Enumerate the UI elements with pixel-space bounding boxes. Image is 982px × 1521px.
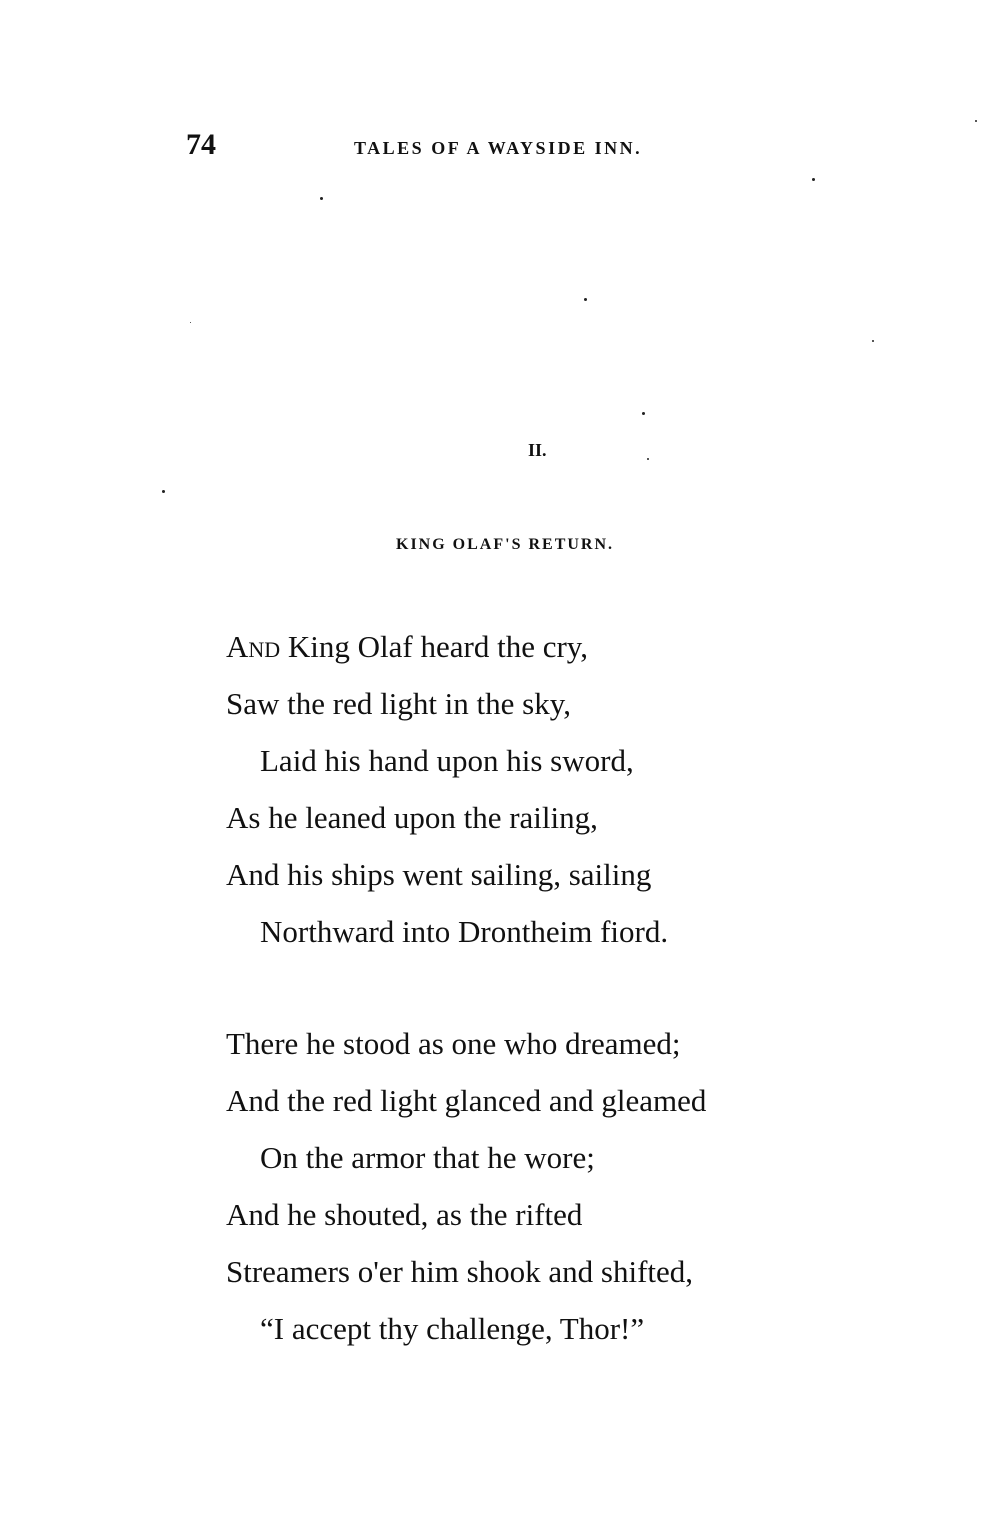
stanza-1	[226, 618, 668, 960]
verse-line: Northward into Drontheim fiord.	[260, 914, 669, 949]
stanza-2	[226, 1015, 706, 1357]
scan-speck	[872, 340, 874, 342]
verse-line: And he shouted, as the rifted	[226, 1197, 583, 1232]
verse-line	[226, 618, 668, 675]
verse-line: And his ships went sailing, sailing	[226, 857, 652, 892]
scan-speck	[647, 458, 649, 460]
verse-line: And the red light glanced and gleamed	[226, 1083, 707, 1118]
scan-speck	[812, 178, 815, 181]
scan-speck	[975, 120, 977, 122]
page-number: 74	[186, 128, 216, 161]
verse-line: “I accept thy challenge, Thor!”	[260, 1311, 645, 1346]
verse-line: Laid his hand upon his sword,	[260, 743, 634, 778]
section-title: KING OLAF'S RETURN.	[396, 536, 615, 553]
verse-line: There he stood as one who dreamed;	[226, 1026, 681, 1061]
section-number: II.	[528, 440, 547, 460]
verse-line-text: King Olaf heard the cry,	[280, 629, 589, 664]
scan-speck	[190, 322, 191, 323]
book-title: TALES OF A WAYSIDE INN.	[354, 138, 643, 158]
verse-line: Streamers o'er him shook and shifted,	[226, 1254, 694, 1289]
verse-line: On the armor that he wore;	[260, 1140, 595, 1175]
verse-line: As he leaned upon the railing,	[226, 800, 598, 835]
running-head	[186, 128, 746, 168]
scan-speck	[584, 298, 587, 301]
verse-lead-word: And	[226, 629, 281, 664]
verse-line: Saw the red light in the sky,	[226, 686, 571, 721]
scan-speck	[320, 197, 323, 200]
scan-speck	[162, 490, 165, 493]
scan-speck	[642, 412, 645, 415]
